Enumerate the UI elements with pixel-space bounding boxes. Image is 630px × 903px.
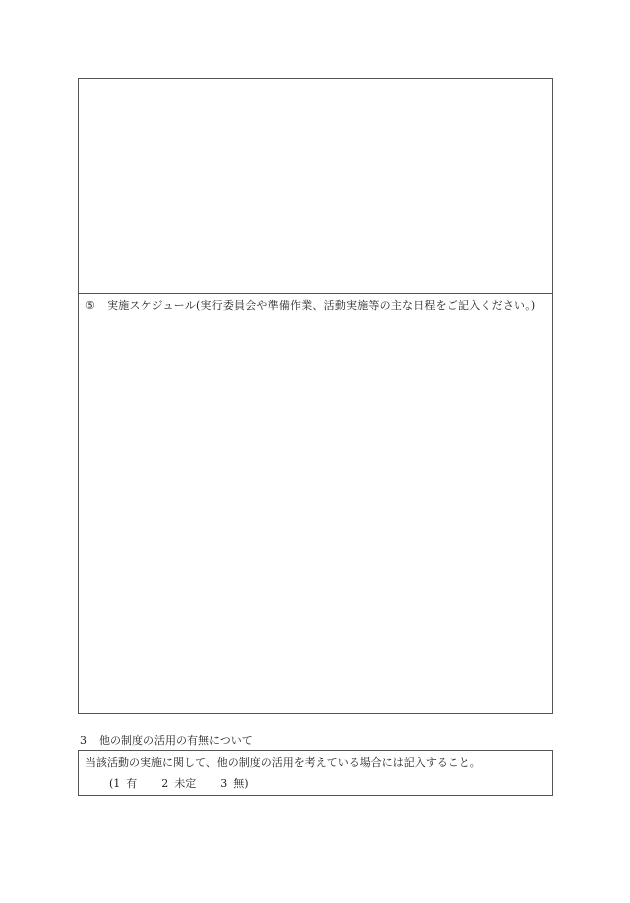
section3-box [78, 750, 553, 796]
schedule-heading-text: 実施スケジュール(実行委員会や準備作業、活動実施等の主な日程をご記入ください。) [107, 299, 536, 312]
schedule-heading [85, 298, 547, 314]
section3-instruction: 当該活動の実施に関して、他の制度の活用を考えている場合には記入すること。 [85, 756, 481, 769]
option-2-label: 未定 [174, 777, 197, 790]
section3-options [109, 777, 249, 791]
section3-number: 3 [80, 734, 87, 747]
option-1-number: 1 [113, 777, 121, 790]
option-2-number: 2 [161, 777, 169, 790]
option-3-label: 無 [233, 777, 245, 790]
options-close-paren: ) [244, 777, 249, 790]
section3-title-text: 他の制度の活用の有無について [99, 734, 253, 747]
section3-title [80, 734, 253, 748]
options-open-paren: ( [109, 777, 114, 790]
option-3-number: 3 [220, 777, 228, 790]
schedule-number: ⑤ [85, 299, 96, 312]
option-1-label: 有 [126, 777, 138, 790]
schedule-box [78, 293, 553, 714]
previous-section-continued-box [78, 78, 553, 294]
